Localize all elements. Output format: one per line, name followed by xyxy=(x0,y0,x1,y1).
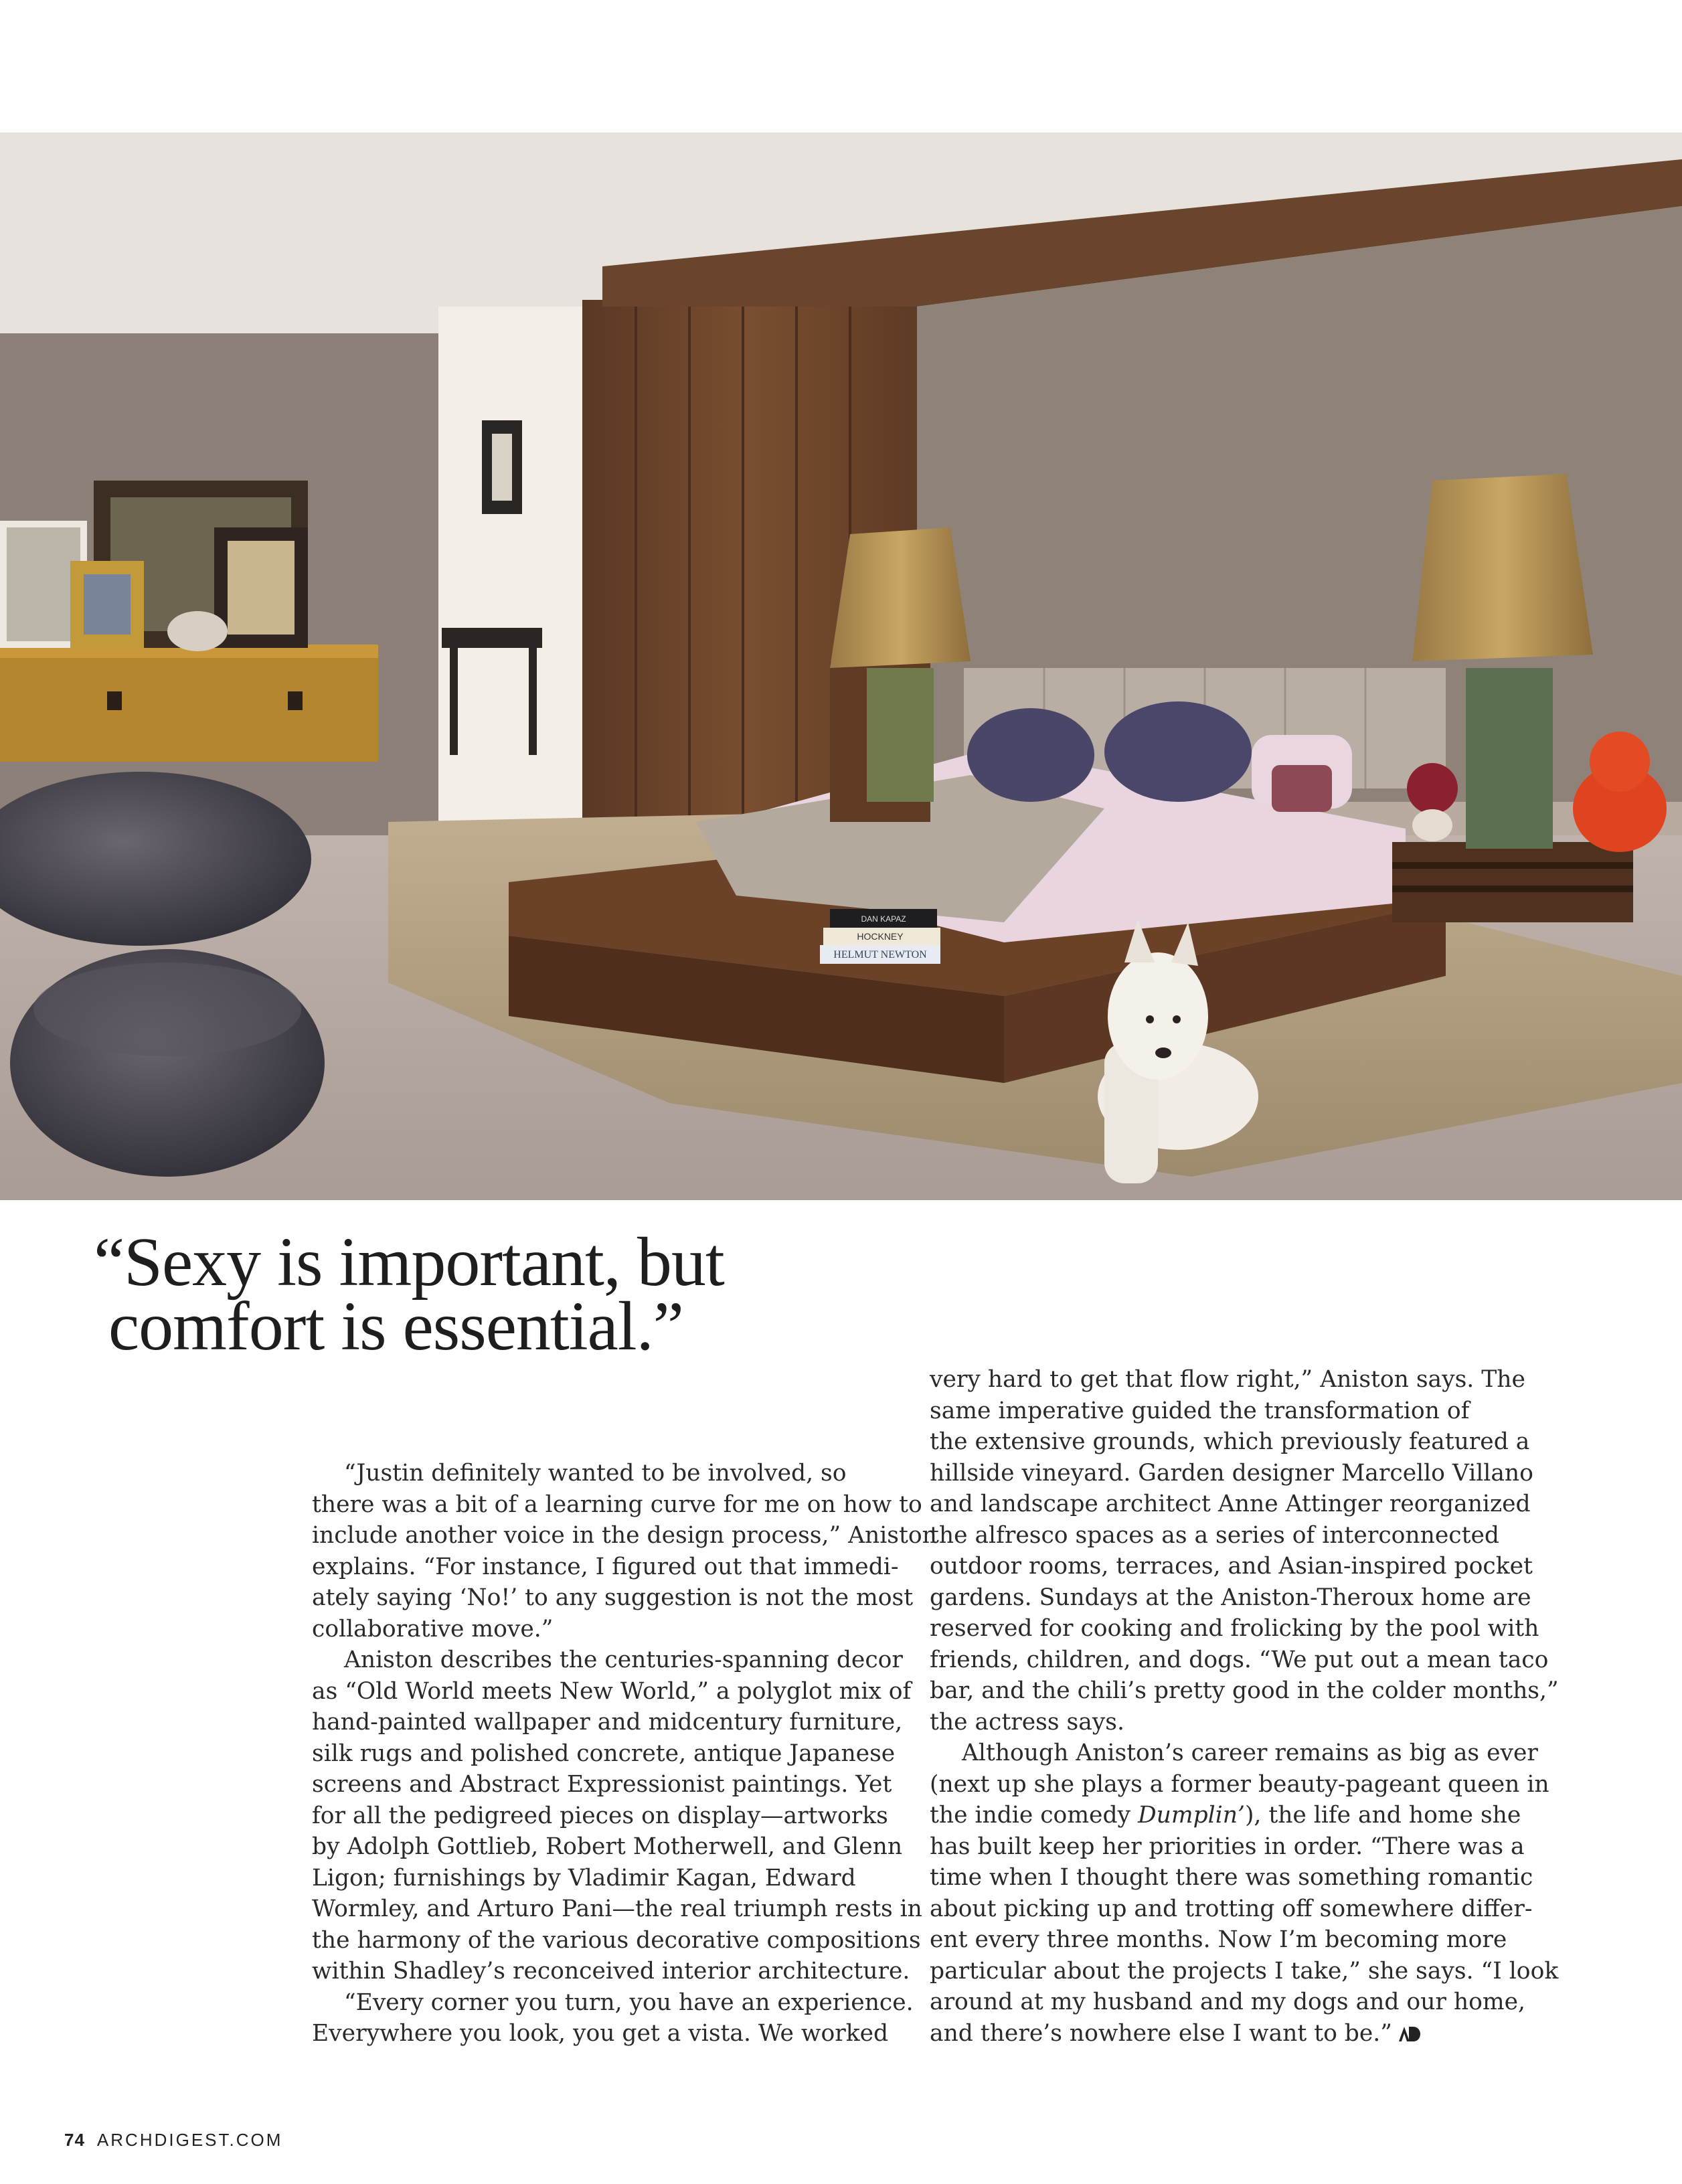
text-line-content: as “Old World meets New World,” a polyglot mix of xyxy=(312,1677,912,1705)
text-line xyxy=(312,1520,937,1551)
pull-quote-line-2: comfort is essential.” xyxy=(108,1288,683,1365)
text-line xyxy=(312,1894,922,1925)
text-line xyxy=(930,1675,1559,1707)
text-line xyxy=(930,1862,1533,1894)
text-line-content: very hard to get that flow right,” Aniston says. The xyxy=(930,1366,1525,1393)
text-line-content: (next up she plays a former beauty-pageant queen in xyxy=(930,1770,1549,1798)
text-line xyxy=(312,1645,904,1676)
text-line-content: for all the pedigreed pieces on display—artworks xyxy=(312,1802,888,1829)
text-line-content: the harmony of the various decorative compositions xyxy=(312,1926,921,1954)
text-line-content: include another voice in the design process,” Aniston xyxy=(312,1522,937,1549)
text-line xyxy=(312,1614,904,1645)
text-line xyxy=(930,1800,1522,1831)
text-line-continuation: ), the life and home she xyxy=(1244,1802,1521,1829)
text-line xyxy=(930,1582,1531,1614)
text-line xyxy=(930,1520,1522,1551)
text-line xyxy=(930,1769,1549,1800)
text-line-content: Although Aniston’s career remains as big as ever xyxy=(962,1740,1538,1766)
text-line-content: about picking up and trotting off somewhere differ- xyxy=(930,1895,1533,1922)
text-line-content: and landscape architect Anne Attinger reorganized xyxy=(930,1491,1531,1517)
text-line xyxy=(930,1831,1525,1863)
text-line-content: gardens. Sundays at the Aniston-Theroux home are xyxy=(930,1584,1531,1611)
article-column-1 xyxy=(312,1458,937,2049)
text-line xyxy=(930,2018,1522,2049)
text-line-content: by Adolph Gottlieb, Robert Motherwell, and Glenn xyxy=(312,1833,903,1860)
text-line-content: Wormley, and Arturo Pani—the real triumph rests in xyxy=(312,1896,922,1922)
text-line-content: friends, children, and dogs. “We put out a mean taco xyxy=(930,1646,1549,1673)
film-title: Dumplin’ xyxy=(1138,1802,1245,1829)
text-line-content: reserved for cooking and frolicking by the pool with xyxy=(930,1615,1539,1642)
text-line-content: outdoor rooms, terraces, and Asian-inspired pocket xyxy=(930,1553,1533,1580)
end-mark-icon xyxy=(1398,2019,1420,2035)
text-line xyxy=(312,1956,910,1987)
text-line-content: the actress says. xyxy=(930,1708,1124,1736)
text-line xyxy=(930,1707,1522,1738)
book-spine-2: HELMUT NEWTON xyxy=(833,949,927,960)
text-line-content: has built keep her priorities in order. “There was a xyxy=(930,1833,1525,1860)
text-line xyxy=(930,1894,1533,1925)
text-line xyxy=(930,1489,1531,1520)
text-line xyxy=(312,1707,904,1738)
text-line-content: there was a bit of a learning curve for me on how to xyxy=(312,1491,922,1518)
text-line-content: Ligon; furnishings by Vladimir Kagan, Edward xyxy=(312,1864,856,1892)
text-line-content: particular about the projects I take,” she says. “I look xyxy=(930,1957,1559,1985)
text-line xyxy=(930,1426,1530,1458)
text-line-content: the indie comedy xyxy=(930,1802,1138,1829)
text-line xyxy=(930,1364,1525,1396)
text-line xyxy=(930,1551,1533,1582)
book-spine-0: DAN KAPAZ xyxy=(861,914,906,924)
bedroom-illustration xyxy=(0,133,1682,1200)
text-line xyxy=(312,1800,904,1832)
text-line xyxy=(312,1831,904,1863)
pull-quote-line-1: “Sexy is important, but xyxy=(94,1224,724,1300)
text-line xyxy=(312,1769,904,1800)
pull-quote xyxy=(94,1224,897,1365)
text-line-content: ately saying ‘No!’ to any suggestion is not the most xyxy=(312,1584,914,1611)
site-url: ARCHDIGEST.COM xyxy=(96,2130,283,2150)
text-line-content: hillside vineyard. Garden designer Marcello Villano xyxy=(930,1459,1533,1487)
text-line-content: “Every corner you turn, you have an experience. xyxy=(344,1989,914,2016)
text-line xyxy=(930,1396,1522,1427)
text-line-content: “Justin definitely wanted to be involved, so xyxy=(344,1460,847,1487)
text-line xyxy=(312,1676,912,1707)
text-line-content: the alfresco spaces as a series of interconnected xyxy=(930,1521,1499,1549)
text-line xyxy=(312,1551,904,1583)
text-line-content: Everywhere you look, you get a vista. We worked xyxy=(312,2020,889,2047)
text-line xyxy=(930,1956,1559,1987)
text-line xyxy=(312,2018,904,2049)
text-line-content: bar, and the chili’s pretty good in the colder months,” xyxy=(930,1677,1559,1704)
text-line-content: and there’s nowhere else I want to be.” xyxy=(930,2019,1392,2047)
text-line xyxy=(930,1458,1533,1489)
book-spine-1: HOCKNEY xyxy=(857,931,904,942)
text-line-content: screens and Abstract Expressionist paintings. Yet xyxy=(312,1771,892,1798)
text-line xyxy=(312,1458,904,1489)
text-line-content: explains. “For instance, I figured out that immedi- xyxy=(312,1553,899,1580)
text-line xyxy=(930,1613,1539,1645)
text-line-content: hand-painted wallpaper and midcentury furniture, xyxy=(312,1709,903,1736)
text-line xyxy=(312,1987,914,2019)
text-line xyxy=(930,1924,1522,1956)
text-line xyxy=(312,1582,914,1614)
text-line xyxy=(312,1738,904,1770)
bedroom-photo xyxy=(0,133,1682,1200)
text-line xyxy=(312,1925,921,1956)
text-line-content: Aniston describes the centuries-spanning decor xyxy=(344,1647,903,1673)
text-line xyxy=(312,1489,922,1521)
text-line-content: ent every three months. Now I’m becoming more xyxy=(930,1926,1507,1953)
text-line-content: the extensive grounds, which previously featured a xyxy=(930,1428,1530,1455)
page-footer xyxy=(64,2130,282,2151)
text-line-content: same imperative guided the transformation of xyxy=(930,1397,1470,1424)
text-line-content: collaborative move.” xyxy=(312,1615,554,1643)
text-line xyxy=(930,1738,1538,1769)
page-number: 74 xyxy=(64,2130,85,2150)
text-line xyxy=(930,1645,1549,1676)
text-line xyxy=(930,1987,1525,2018)
text-line-content: around at my husband and my dogs and our home, xyxy=(930,1989,1525,2015)
article-column-2 xyxy=(930,1364,1559,2049)
text-line-content: time when I thought there was something romantic xyxy=(930,1864,1533,1891)
text-line-content: silk rugs and polished concrete, antique Japanese xyxy=(312,1740,896,1767)
text-line xyxy=(312,1863,904,1894)
text-line-content: within Shadley’s reconceived interior architecture. xyxy=(312,1958,910,1985)
